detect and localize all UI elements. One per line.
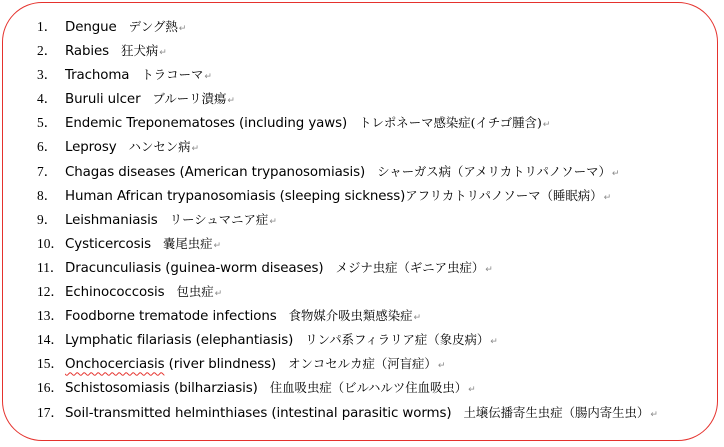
list-item bbox=[37, 352, 658, 376]
item-number: 8． bbox=[37, 187, 58, 203]
item-english-name: Foodborne trematode infections bbox=[65, 309, 277, 325]
item-english-rest: (river blindness) bbox=[164, 357, 277, 373]
item-japanese-name: リンパ系フィラリア症（象皮病） bbox=[305, 332, 490, 348]
paragraph-mark-icon: ↵ bbox=[485, 264, 493, 275]
item-japanese-name: 嚢尾虫症 bbox=[162, 235, 213, 251]
item-english-name: Dengue bbox=[65, 20, 117, 35]
item-english-name: Chagas diseases (American trypanosomiasis) bbox=[65, 164, 366, 180]
item-english-name: Buruli ulcer bbox=[65, 92, 141, 108]
item-japanese-name: リーシュマニア症 bbox=[169, 211, 269, 227]
list-item bbox=[37, 280, 658, 304]
list-item bbox=[37, 304, 658, 328]
list-item bbox=[37, 376, 658, 400]
paragraph-mark-icon: ↵ bbox=[178, 24, 187, 34]
paragraph-mark-icon: ↵ bbox=[213, 240, 222, 251]
item-number: 16． bbox=[37, 380, 64, 396]
list-item bbox=[37, 328, 658, 352]
item-japanese-name: デング熱 bbox=[128, 19, 178, 34]
item-english-name: Human African trypanosomiasis (sleeping sickness) bbox=[65, 188, 406, 204]
item-number: 2． bbox=[37, 43, 58, 59]
disease-list bbox=[37, 15, 658, 425]
list-item bbox=[37, 15, 658, 39]
item-japanese-name: 住血吸虫症（ビルハルツ住血吸虫） bbox=[269, 380, 468, 396]
item-japanese-name: トラコーマ bbox=[141, 67, 204, 83]
list-item bbox=[37, 87, 658, 111]
spellcheck-underlined-word: Onchocerciasis bbox=[65, 357, 165, 373]
item-english-name: Rabies bbox=[65, 44, 110, 60]
item-japanese-name: メジナ虫症（ギニア虫症） bbox=[335, 259, 485, 275]
item-number: 6． bbox=[37, 139, 58, 155]
item-english-name: Endemic Treponematoses (including yaws) bbox=[65, 116, 348, 132]
list-item bbox=[37, 208, 658, 232]
list-item bbox=[37, 256, 658, 280]
item-japanese-name: オンコセルカ症（河盲症） bbox=[288, 356, 437, 372]
item-japanese-name: 包虫症 bbox=[176, 284, 214, 300]
paragraph-mark-icon: ↵ bbox=[603, 192, 612, 203]
item-english-name: Echinococcosis bbox=[65, 285, 165, 301]
paragraph-mark-icon: ↵ bbox=[191, 144, 200, 155]
item-english-name: Trachoma bbox=[65, 68, 130, 84]
item-number: 15． bbox=[37, 356, 64, 372]
paragraph-mark-icon: ↵ bbox=[650, 409, 658, 420]
item-english-name: Soil-transmitted helminthiases (intestinal parasitic worms) bbox=[65, 405, 452, 421]
item-japanese-name: 食物媒介吸虫類感染症 bbox=[288, 308, 413, 324]
item-number: 4． bbox=[37, 91, 58, 107]
item-number: 9． bbox=[37, 211, 58, 227]
item-english-name: Leishmaniasis bbox=[65, 212, 158, 228]
item-japanese-name: アフリカトリパノソーマ（睡眠病） bbox=[405, 187, 603, 203]
paragraph-mark-icon: ↵ bbox=[204, 72, 212, 83]
item-english-name: Cysticercosis bbox=[65, 236, 151, 252]
item-number: 11． bbox=[37, 259, 64, 275]
list-item bbox=[37, 184, 658, 208]
paragraph-mark-icon: ↵ bbox=[227, 96, 235, 107]
item-number: 10． bbox=[37, 235, 64, 251]
paragraph-mark-icon: ↵ bbox=[214, 289, 223, 300]
list-item bbox=[37, 232, 658, 256]
item-japanese-name: 狂犬病 bbox=[121, 43, 159, 59]
item-number: 13． bbox=[37, 308, 64, 324]
item-number: 1． bbox=[37, 19, 58, 34]
paragraph-mark-icon: ↵ bbox=[468, 385, 476, 396]
item-japanese-name: ブルーリ潰瘍 bbox=[152, 91, 227, 107]
paragraph-mark-icon: ↵ bbox=[611, 168, 620, 179]
item-japanese-name: シャーガス病（アメリカトリパノソーマ） bbox=[377, 163, 611, 179]
item-english-name: Lymphatic filariasis (elephantiasis) bbox=[65, 333, 294, 349]
item-number: 14． bbox=[37, 332, 64, 348]
list-item bbox=[37, 39, 658, 63]
item-number: 3． bbox=[37, 67, 58, 83]
paragraph-mark-icon: ↵ bbox=[490, 337, 498, 348]
paragraph-mark-icon: ↵ bbox=[542, 120, 551, 131]
item-english-name: Dracunculiasis (guinea-worm diseases) bbox=[65, 260, 324, 276]
paragraph-mark-icon: ↵ bbox=[437, 361, 446, 372]
paragraph-mark-icon: ↵ bbox=[269, 216, 277, 227]
list-item bbox=[37, 160, 658, 184]
item-number: 5． bbox=[37, 115, 58, 131]
list-item bbox=[37, 63, 658, 87]
list-item bbox=[37, 401, 658, 425]
item-number: 7． bbox=[37, 163, 58, 179]
item-japanese-name: トレポネーマ感染症(イチゴ腫含) bbox=[359, 115, 542, 131]
item-japanese-name: ハンセン病 bbox=[128, 139, 191, 155]
item-number: 17． bbox=[37, 404, 64, 420]
item-japanese-name: 土壌伝播寄生虫症（腸内寄生虫） bbox=[463, 404, 650, 420]
paragraph-mark-icon: ↵ bbox=[159, 48, 167, 59]
item-english-name: Schistosomiasis (bilharziasis) bbox=[65, 381, 258, 397]
item-english-name: Leprosy bbox=[65, 140, 117, 156]
list-item bbox=[37, 135, 658, 159]
item-english-name bbox=[65, 353, 276, 377]
list-item bbox=[37, 111, 658, 135]
item-number: 12． bbox=[37, 284, 64, 300]
paragraph-mark-icon: ↵ bbox=[413, 313, 422, 324]
